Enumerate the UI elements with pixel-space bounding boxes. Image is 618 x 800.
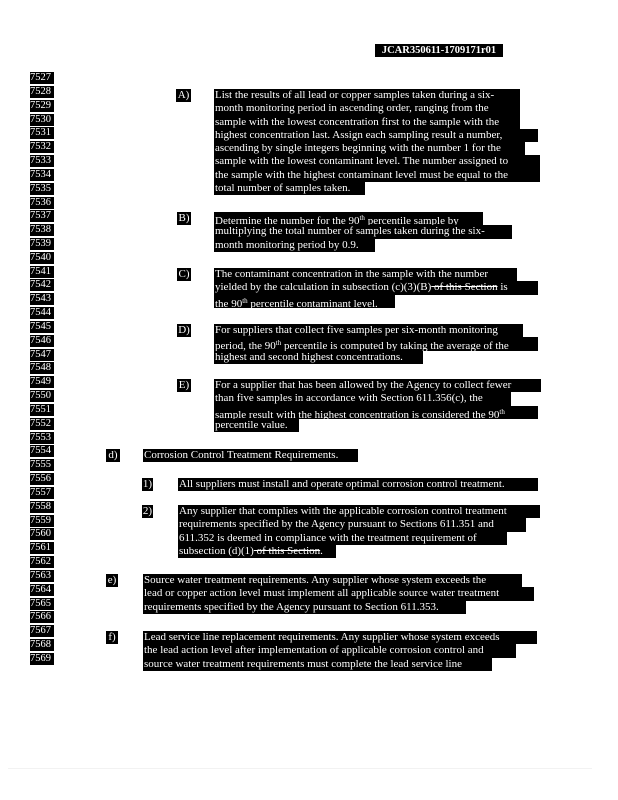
line-number: 7566 xyxy=(30,611,54,623)
paragraph-line: month monitoring period by 0.9. xyxy=(214,239,375,252)
paragraph-line: percentile value. xyxy=(214,419,299,432)
line-number: 7560 xyxy=(30,528,54,540)
line-number: 7553 xyxy=(30,432,54,444)
paragraph-line xyxy=(214,337,538,350)
paragraph-line: than five samples in accordance with Section 611.356(c), the xyxy=(214,392,511,405)
paragraph-line-text: percentile sample by xyxy=(364,215,459,226)
section-label-e: e) xyxy=(107,574,117,586)
item-label-d1: 1) xyxy=(142,478,153,490)
paragraph-line: 611.352 is deemed in compliance with the treatment requirement of xyxy=(178,532,507,545)
line-number: 7563 xyxy=(30,570,54,582)
line-number: 7558 xyxy=(30,501,54,513)
struck-text: of this Section xyxy=(431,281,498,294)
paragraph-line: requirements specified by the Agency pursuant to Section 611.353. xyxy=(143,601,466,614)
paragraph-line-text: is xyxy=(497,281,508,294)
paragraph-line: ascending by single integers beginning with the number 1 for the xyxy=(214,142,525,155)
line-number: 7559 xyxy=(30,515,54,527)
line-number: 7527 xyxy=(30,72,54,84)
paragraph-line-text: Determine the number for the 90 xyxy=(215,215,360,226)
line-number: 7540 xyxy=(30,252,54,264)
paragraph-line: multiplying the total number of samples taken during the six- xyxy=(214,225,512,238)
paragraph-d1 xyxy=(178,478,538,491)
line-number: 7567 xyxy=(30,625,54,637)
line-number: 7537 xyxy=(30,210,54,222)
item-label-D: D) xyxy=(178,324,190,336)
section-label-d: d) xyxy=(106,449,120,462)
line-number: 7533 xyxy=(30,155,54,167)
paragraph-line: For suppliers that collect five samples per six-month monitoring xyxy=(214,324,523,337)
line-number: 7544 xyxy=(30,307,54,319)
paragraph-line: For a supplier that has been allowed by the Agency to collect fewer xyxy=(214,379,541,392)
paragraph-line: sample with the lowest concentration first to the sample with the xyxy=(214,116,520,129)
paragraph-line: source water treatment requirements must complete the lead service line xyxy=(143,658,492,671)
section-heading: Corrosion Control Treatment Requirements. xyxy=(143,449,358,462)
paragraph-line: month monitoring period in ascending order, ranging from the xyxy=(214,102,520,115)
paragraph-line-text: subsection (d)(1) xyxy=(179,544,254,557)
item-label-E: E) xyxy=(178,379,190,391)
paragraph-line: highest concentration last. Assign each sampling result a number, xyxy=(214,129,538,142)
document-header: JCAR350611-1709171r01 xyxy=(375,44,503,57)
paragraph-line: the sample with the highest contaminant level must be equal to the xyxy=(214,169,540,182)
paragraph-d2 xyxy=(178,505,540,558)
paragraph-line: requirements specified by the Agency pursuant to Sections 611.351 and xyxy=(178,518,526,531)
paragraph-line-text: the 90 xyxy=(215,297,243,308)
line-number: 7554 xyxy=(30,445,54,457)
line-number: 7529 xyxy=(30,100,54,112)
line-number: 7568 xyxy=(30,639,54,651)
paragraph-line-text: period, the 90 xyxy=(215,340,276,351)
paragraph-line: the lead action level after implementation of applicable corrosion control and xyxy=(143,644,516,657)
line-number: 7538 xyxy=(30,224,54,236)
page-footer-rule xyxy=(8,768,592,769)
line-number: 7532 xyxy=(30,141,54,153)
line-number: 7552 xyxy=(30,418,54,430)
line-number: 7541 xyxy=(30,266,54,278)
line-number: 7549 xyxy=(30,376,54,388)
line-number: 7536 xyxy=(30,197,54,209)
paragraph-line xyxy=(214,295,395,308)
paragraph-A xyxy=(214,89,540,195)
superscript: th xyxy=(359,214,365,222)
line-number: 7548 xyxy=(30,362,54,374)
paragraph-line: The contaminant concentration in the sample with the number xyxy=(214,268,517,281)
paragraph-line xyxy=(214,406,538,419)
line-number: 7557 xyxy=(30,487,54,499)
paragraph-f xyxy=(143,631,537,671)
line-number: 7545 xyxy=(30,321,54,333)
paragraph-line: All suppliers must install and operate optimal corrosion control treatment. xyxy=(178,478,538,491)
paragraph-line-text: percentile contaminant level. xyxy=(247,297,378,308)
line-number: 7556 xyxy=(30,473,54,485)
line-number: 7565 xyxy=(30,598,54,610)
section-label-f: f) xyxy=(106,631,118,644)
paragraph-line: lead or copper action level must implement all applicable source water treatment xyxy=(143,587,534,600)
line-number: 7555 xyxy=(30,459,54,471)
paragraph-line: Source water treatment requirements. Any supplier whose system exceeds the xyxy=(143,574,522,587)
line-number: 7528 xyxy=(30,86,54,98)
paragraph-line-text: percentile is computed by taking the average of the xyxy=(281,340,509,351)
superscript: th xyxy=(242,296,248,305)
line-number: 7543 xyxy=(30,293,54,305)
paragraph-line: highest and second highest concentrations. xyxy=(214,351,423,364)
superscript: th xyxy=(499,407,505,416)
item-label-C: C) xyxy=(178,268,190,280)
item-label-d2: 2) xyxy=(142,505,153,517)
line-number: 7546 xyxy=(30,335,54,347)
paragraph-line: sample with the lowest contaminant level. The number assigned to xyxy=(214,155,540,168)
line-number: 7561 xyxy=(30,542,54,554)
paragraph-line-text: . xyxy=(320,544,323,557)
line-number: 7547 xyxy=(30,349,54,361)
line-number: 7564 xyxy=(30,584,54,596)
paragraph-line xyxy=(178,545,336,558)
item-label-A: A) xyxy=(177,89,190,101)
paragraph-line: total number of samples taken. xyxy=(214,182,365,195)
struck-text: of this Section xyxy=(253,544,321,557)
line-number: 7542 xyxy=(30,279,54,291)
paragraph-line-text: sample result with the highest concentration is considered the 90 xyxy=(215,408,500,419)
paragraph-B xyxy=(214,212,512,252)
paragraph-line: List the results of all lead or copper samples taken during a six- xyxy=(214,89,520,102)
line-number: 7531 xyxy=(30,127,54,139)
paragraph-line: Lead service line replacement requirements. Any supplier whose system exceeds xyxy=(143,631,537,644)
item-label-B: B) xyxy=(178,212,190,224)
section-heading-d xyxy=(143,449,358,462)
line-number: 7551 xyxy=(30,404,54,416)
paragraph-line xyxy=(214,212,483,225)
line-number: 7530 xyxy=(30,114,54,126)
paragraph-E xyxy=(214,379,541,432)
paragraph-e xyxy=(143,574,534,614)
paragraph-line: Any supplier that complies with the applicable corrosion control treatment xyxy=(178,505,540,518)
superscript: th xyxy=(275,339,282,348)
paragraph-C xyxy=(214,268,538,308)
paragraph-line xyxy=(214,281,538,294)
line-number: 7550 xyxy=(30,390,54,402)
line-number: 7535 xyxy=(30,183,54,195)
line-number: 7569 xyxy=(30,653,54,665)
line-number: 7539 xyxy=(30,238,54,250)
line-number: 7534 xyxy=(30,169,54,181)
line-number: 7562 xyxy=(30,556,54,568)
paragraph-D xyxy=(214,324,538,364)
paragraph-line-text: yielded by the calculation in subsection (c)(3)(B) xyxy=(215,281,432,294)
